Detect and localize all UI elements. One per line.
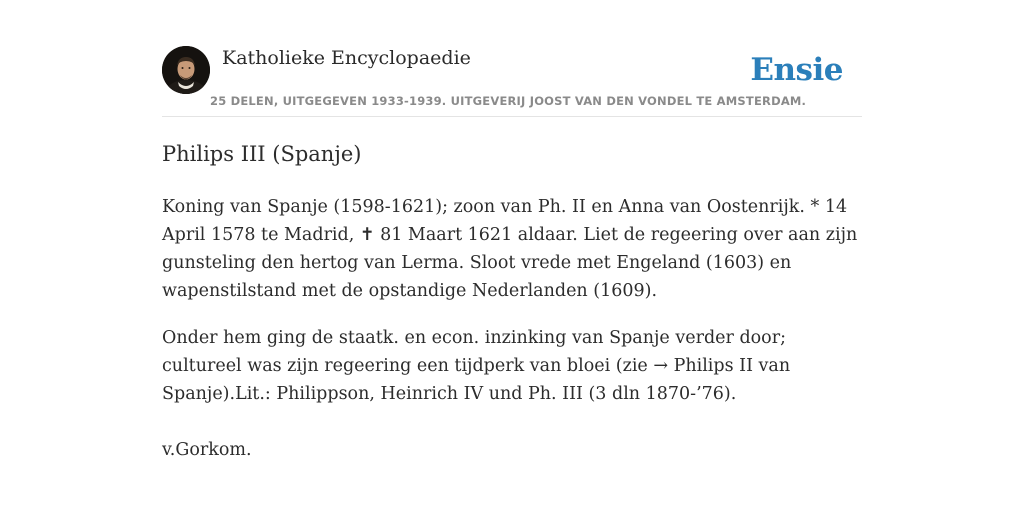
author-signature: v.Gorkom. bbox=[162, 440, 252, 460]
portrait-icon bbox=[162, 46, 210, 94]
article-paragraph: Koning van Spanje (1598-1621); zoon van Ph. II en Anna van Oostenrijk. * 14 April 1578 te Madrid, ✝ 81 Maart 1621 aldaar. Liet de regeering over aan zijn gunsteling den hertog van Lerma. Sloot vrede met Engeland (1603) en wapenstilstand met de opstandige Nederlanden (1609). bbox=[162, 197, 858, 301]
page-title: Philips III (Spanje) bbox=[162, 142, 362, 166]
site-header bbox=[162, 46, 862, 117]
brand-logo[interactable]: Ensie bbox=[750, 52, 843, 88]
site-title[interactable]: Katholieke Encyclopaedie bbox=[222, 47, 471, 69]
site-subtitle: 25 DELEN, UITGEGEVEN 1933-1939. UITGEVERIJ JOOST VAN DEN VONDEL TE AMSTERDAM. bbox=[210, 94, 807, 108]
article bbox=[162, 138, 862, 464]
avatar[interactable] bbox=[162, 46, 210, 94]
article-paragraph: Onder hem ging de staatk. en econ. inzinking van Spanje verder door; cultureel was zijn regeering een tijdperk van bloei (zie → Philips II van Spanje).Lit.: Philippson, Heinrich IV und Ph. III (3 dln 1870-’76). bbox=[162, 328, 791, 404]
